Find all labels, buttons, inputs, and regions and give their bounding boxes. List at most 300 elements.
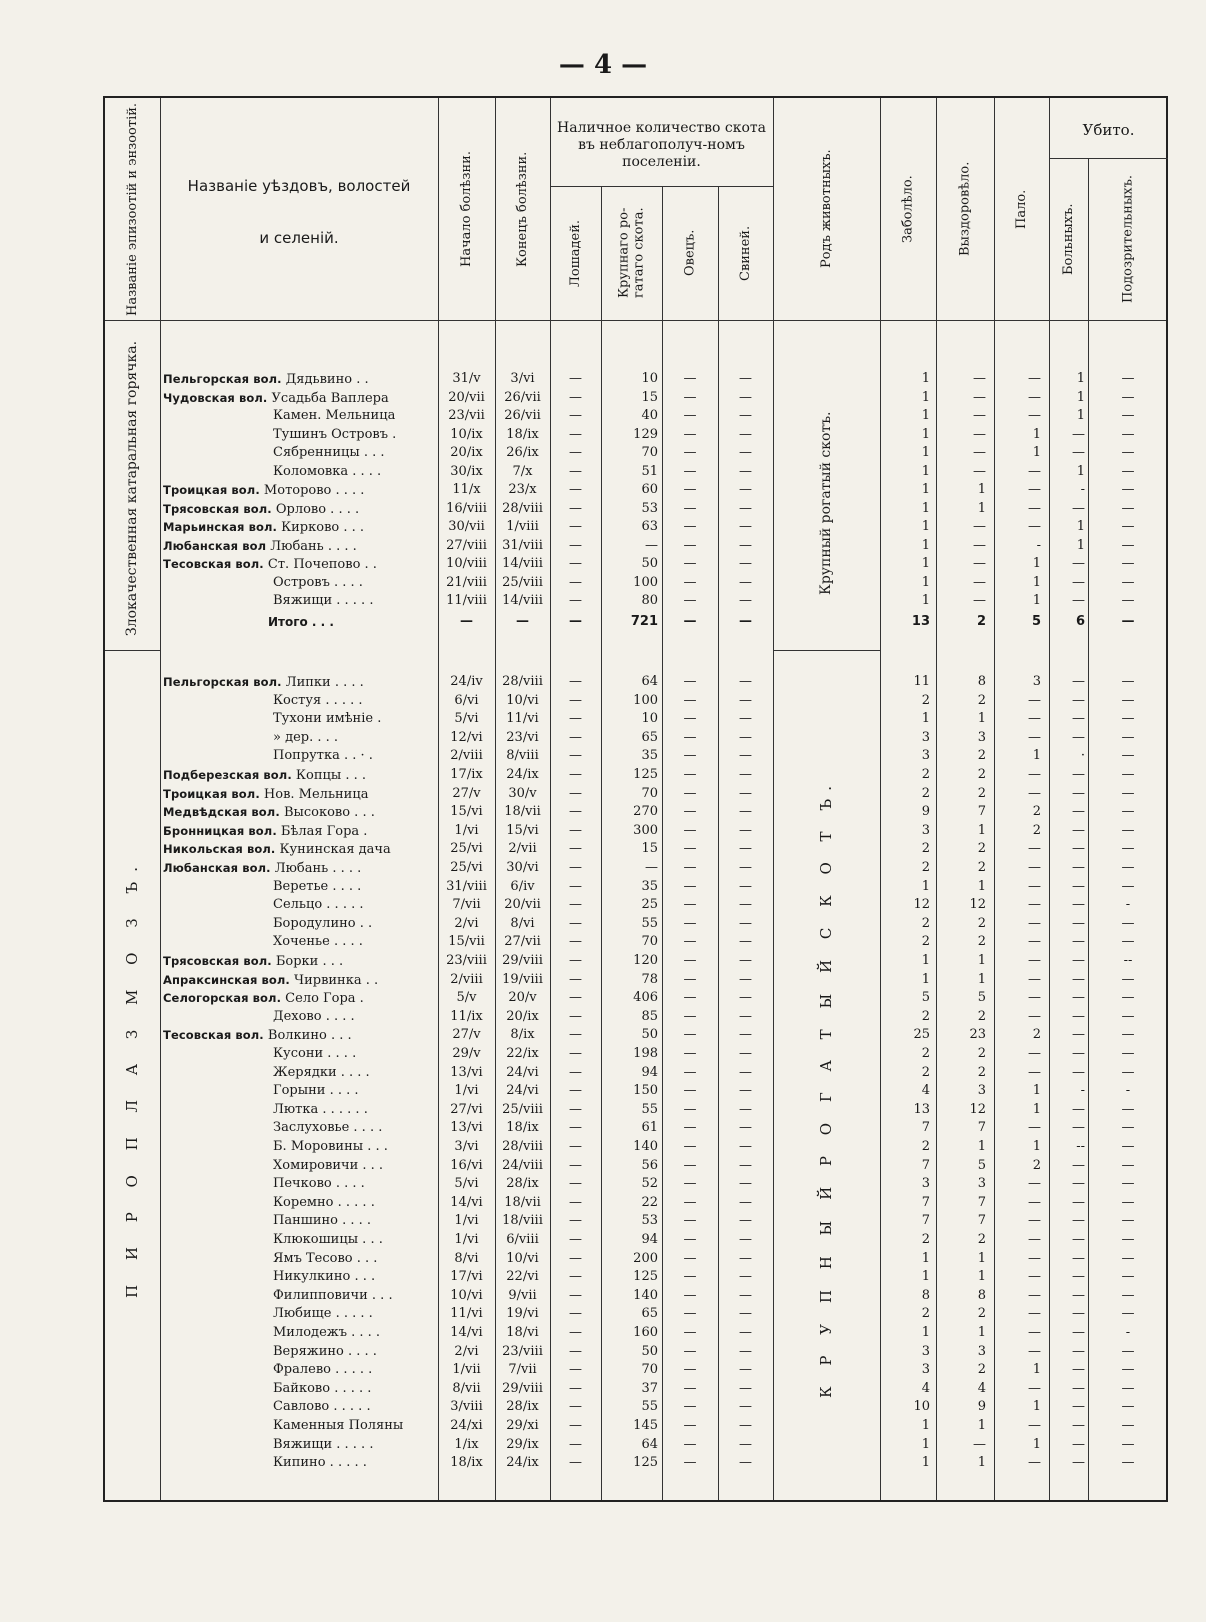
- end-date: 10/vi: [506, 1250, 539, 1266]
- pigs-count: —: [739, 389, 752, 405]
- place-name: [163, 729, 439, 747]
- pigs-count: —: [739, 785, 752, 801]
- killed-suspect-count: —: [1121, 674, 1135, 689]
- page-number: — 4 —: [558, 50, 648, 80]
- end-date: 14/viii: [502, 556, 543, 571]
- village-name: Савлово . . . . .: [273, 1399, 371, 1415]
- horses-count: —: [569, 711, 582, 727]
- cattle-count: 37: [641, 1380, 658, 1396]
- end-date: 2/vii: [508, 841, 537, 857]
- killed-suspect-count: —: [1121, 574, 1135, 590]
- village-name: Кирково . . .: [276, 520, 365, 535]
- start-date: 12/vi: [450, 729, 483, 745]
- section2-animal: К Р У П Н Ы Й Р О Г А Т Ы Й С К О Т Ъ.: [817, 778, 835, 1398]
- horses-count: —: [569, 556, 582, 571]
- fell-ill-count: 1: [921, 1269, 930, 1285]
- fell-ill-count: 1: [921, 574, 930, 590]
- cattle-count: 51: [641, 463, 658, 479]
- section1-disease: Злокачественная катаральная горячка.: [124, 340, 140, 636]
- killed-sick-count: —: [1072, 1157, 1085, 1173]
- recovered-count: 7: [977, 1194, 986, 1210]
- died-count: —: [1028, 482, 1041, 497]
- table-row: [105, 1045, 1166, 1063]
- died-count: 1: [1032, 1101, 1041, 1117]
- fell-ill-count: 2: [921, 1008, 930, 1024]
- sheep-count: —: [683, 1380, 697, 1396]
- recovered-count: 3: [977, 729, 986, 745]
- start-date: 1/vi: [454, 822, 479, 838]
- volost-name: Троицкая вол.: [163, 483, 260, 497]
- place-name: [163, 1250, 439, 1268]
- start-date: 8/vii: [452, 1380, 481, 1396]
- pigs-count: —: [739, 1046, 752, 1061]
- cattle-count: 300: [633, 822, 658, 838]
- died-count: —: [1028, 878, 1041, 894]
- died-count: 2: [1032, 1157, 1041, 1173]
- place-name: [163, 1231, 439, 1249]
- cattle-count: 55: [641, 1101, 658, 1117]
- died-count: —: [1028, 1287, 1041, 1303]
- killed-sick-count: —: [1072, 1436, 1085, 1452]
- fell-ill-count: 1: [921, 482, 930, 497]
- table-row: [105, 952, 1166, 970]
- pigs-count: —: [739, 1380, 752, 1396]
- village-name: Горыни . . . .: [273, 1083, 359, 1099]
- pigs-count: —: [739, 445, 752, 460]
- fell-ill-count: 1: [921, 1436, 930, 1452]
- start-date: 27/viii: [446, 537, 487, 553]
- recovered-count: 1: [977, 1139, 986, 1154]
- end-date: 6/viii: [506, 1232, 539, 1247]
- pigs-count: —: [739, 537, 752, 553]
- killed-sick-count: —: [1072, 674, 1085, 689]
- horses-count: —: [569, 519, 582, 534]
- place-name: [163, 859, 439, 878]
- pigs-count: —: [739, 1325, 752, 1340]
- place-name: [163, 555, 439, 574]
- volost-name: Любанская вол.: [163, 861, 271, 875]
- died-count: 1: [1032, 556, 1041, 571]
- sheep-count: —: [683, 1269, 697, 1285]
- village-name: Липки . . . .: [281, 675, 364, 690]
- start-date: 14/vi: [450, 1194, 483, 1210]
- killed-suspect-count: —: [1121, 556, 1135, 571]
- sheep-count: —: [683, 1455, 697, 1471]
- killed-sick-count: —: [1072, 692, 1085, 708]
- died-count: —: [1028, 1008, 1041, 1024]
- killed-sick-count: —: [1072, 953, 1085, 968]
- killed-suspect-count: —: [1121, 990, 1135, 1006]
- sheep-count: —: [683, 1120, 697, 1136]
- end-date: 18/vi: [506, 1325, 539, 1340]
- horses-count: —: [569, 971, 582, 987]
- end-date: 15/vi: [506, 822, 539, 838]
- end-date: 9/vii: [508, 1287, 537, 1303]
- start-date: 1/vii: [452, 1362, 481, 1378]
- died-count: —: [1028, 729, 1041, 745]
- killed-sick-count: —: [1072, 860, 1085, 875]
- horses-count: —: [569, 1027, 582, 1043]
- killed-suspect-count: —: [1121, 1399, 1135, 1415]
- start-date: 30/vii: [448, 519, 485, 534]
- fell-ill-count: 1: [921, 389, 930, 405]
- died-count: —: [1028, 1418, 1041, 1433]
- village-name: Паншино . . . .: [273, 1213, 372, 1229]
- killed-sick-count: 1: [1076, 519, 1085, 534]
- village-name: Дядьвино . .: [281, 372, 369, 387]
- total-kp: —: [1121, 614, 1135, 629]
- end-date: 24/vi: [506, 1064, 539, 1080]
- start-date: 30/ix: [450, 463, 483, 479]
- killed-sick-count: —: [1072, 445, 1085, 460]
- header-recovered: Выздоровѣло.: [957, 161, 973, 257]
- cattle-count: 100: [633, 574, 658, 590]
- fell-ill-count: 8: [921, 1287, 930, 1303]
- volost-name: Пельгорская вол.: [163, 675, 282, 689]
- section1-animal: Крупный рогатый скотъ.: [818, 411, 834, 595]
- killed-suspect-count: —: [1121, 500, 1135, 516]
- died-count: —: [1028, 463, 1041, 479]
- place-name: [163, 989, 439, 1008]
- table-row: [105, 1454, 1166, 1472]
- end-date: 8/ix: [510, 1027, 535, 1043]
- pigs-count: —: [739, 990, 752, 1006]
- table-row: [105, 389, 1166, 407]
- place-name: [163, 389, 439, 408]
- pigs-count: —: [739, 767, 752, 782]
- horses-count: —: [569, 1362, 582, 1378]
- killed-sick-count: —: [1072, 711, 1085, 727]
- killed-suspect-count: —: [1121, 519, 1135, 534]
- place-name: [163, 1045, 439, 1063]
- cattle-count: 70: [641, 934, 658, 950]
- fell-ill-count: 1: [921, 371, 930, 386]
- place-name: [163, 878, 439, 896]
- village-name: Попрутка . . · .: [273, 748, 373, 764]
- killed-suspect-count: —: [1121, 1008, 1135, 1024]
- village-name: Кипино . . . . .: [273, 1455, 367, 1471]
- died-count: -: [1036, 537, 1041, 553]
- table-row: [105, 766, 1166, 784]
- died-count: —: [1028, 711, 1041, 727]
- died-count: 1: [1032, 1362, 1041, 1378]
- volost-name: Чудовская вол.: [163, 390, 268, 405]
- header-pigs: Свиней.: [738, 225, 753, 281]
- cattle-count: 129: [633, 426, 658, 442]
- end-date: 19/vi: [506, 1306, 539, 1322]
- end-date: 24/ix: [506, 1455, 539, 1471]
- recovered-count: 7: [977, 1213, 986, 1229]
- start-date: 25/vi: [450, 841, 483, 857]
- village-name: Костуя . . . . .: [273, 692, 363, 708]
- header-place-2: и селеній.: [259, 229, 339, 247]
- pigs-count: —: [739, 1306, 752, 1322]
- end-date: 24/viii: [502, 1157, 543, 1173]
- end-date: 29/viii: [502, 953, 543, 968]
- horses-count: —: [569, 804, 582, 820]
- start-date: 13/vi: [450, 1064, 483, 1080]
- fell-ill-count: 3: [921, 1176, 930, 1192]
- table-row: [105, 1398, 1166, 1416]
- table-row: [105, 444, 1166, 462]
- village-name: Бородулино . .: [273, 915, 373, 931]
- recovered-count: 3: [977, 1343, 986, 1359]
- table-row: [105, 1436, 1166, 1454]
- place-name: [163, 1324, 439, 1342]
- killed-sick-count: —: [1072, 500, 1085, 516]
- horses-count: —: [569, 953, 582, 968]
- killed-suspect-count: —: [1121, 878, 1135, 894]
- horses-count: —: [569, 500, 582, 516]
- cattle-count: 125: [633, 1455, 658, 1471]
- recovered-count: 2: [977, 748, 986, 764]
- sheep-count: —: [683, 1325, 697, 1340]
- end-date: 14/viii: [502, 593, 543, 608]
- sheep-count: —: [683, 1157, 697, 1173]
- start-date: 27/v: [452, 1027, 481, 1043]
- recovered-count: 2: [977, 1046, 986, 1061]
- end-date: 18/ix: [506, 426, 539, 442]
- table-row: [105, 555, 1166, 573]
- killed-suspect-count: —: [1121, 426, 1135, 442]
- place-name: [163, 1398, 439, 1416]
- recovered-count: 3: [977, 1083, 986, 1099]
- start-date: 10/viii: [446, 556, 487, 571]
- recovered-count: —: [973, 593, 986, 608]
- killed-sick-count: —: [1072, 767, 1085, 782]
- killed-sick-count: —: [1072, 934, 1085, 950]
- sheep-count: —: [683, 841, 697, 857]
- end-date: 7/vii: [508, 1362, 537, 1378]
- horses-count: —: [569, 1194, 582, 1210]
- fell-ill-count: 1: [921, 1250, 930, 1266]
- recovered-count: —: [973, 519, 986, 534]
- pigs-count: —: [739, 1083, 752, 1099]
- sheep-count: —: [683, 408, 697, 423]
- killed-sick-count: —: [1072, 1176, 1085, 1192]
- killed-sick-count: —: [1072, 1232, 1085, 1247]
- killed-suspect-count: -: [1125, 897, 1131, 913]
- volost-name: Трясовская вол.: [163, 501, 272, 516]
- recovered-count: 8: [977, 1287, 986, 1303]
- start-date: 23/viii: [446, 953, 487, 968]
- header-killed-group: Убито.: [1082, 121, 1135, 139]
- table-row: [105, 729, 1166, 747]
- cattle-count: 63: [641, 519, 658, 534]
- cattle-count: 70: [641, 445, 658, 460]
- pigs-count: —: [739, 729, 752, 745]
- pigs-count: —: [739, 1250, 752, 1266]
- epizootic-table: [103, 96, 1168, 1502]
- killed-suspect-count: --: [1123, 953, 1133, 968]
- village-name: Лютка . . . . . .: [273, 1101, 368, 1117]
- died-count: 3: [1032, 674, 1041, 689]
- fell-ill-count: 2: [921, 692, 930, 708]
- killed-sick-count: —: [1072, 1120, 1085, 1136]
- sheep-count: —: [683, 990, 697, 1006]
- volost-name: Тесовская вол.: [163, 1028, 264, 1043]
- recovered-count: 3: [977, 1176, 986, 1192]
- cattle-count: 160: [633, 1325, 658, 1340]
- killed-sick-count: —: [1072, 1418, 1085, 1433]
- start-date: 15/vii: [448, 934, 485, 950]
- died-count: —: [1028, 408, 1041, 423]
- recovered-count: 2: [977, 1064, 986, 1080]
- horses-count: —: [569, 1399, 582, 1415]
- recovered-count: 2: [977, 934, 986, 950]
- header-bottom-line: [105, 320, 1166, 321]
- killed-sick-count: —: [1072, 574, 1085, 590]
- fell-ill-count: 1: [921, 408, 930, 423]
- recovered-count: 2: [977, 915, 986, 931]
- start-date: 2/viii: [450, 971, 483, 987]
- village-name: Дехово . . . .: [273, 1008, 355, 1024]
- sheep-count: —: [683, 519, 697, 534]
- fell-ill-count: 1: [921, 1325, 930, 1340]
- died-count: 2: [1032, 804, 1041, 820]
- table-row: [105, 1008, 1166, 1026]
- cattle-count: 200: [633, 1250, 658, 1266]
- end-date: 23/vi: [506, 729, 539, 745]
- start-date: 20/ix: [450, 445, 483, 460]
- sheep-count: —: [683, 1046, 697, 1061]
- fell-ill-count: 3: [921, 822, 930, 838]
- total-horses: —: [569, 614, 582, 629]
- table-row: [105, 915, 1166, 933]
- horses-count: —: [569, 1083, 582, 1099]
- start-date: 13/vi: [450, 1120, 483, 1136]
- place-name: [163, 1008, 439, 1026]
- died-count: —: [1028, 371, 1041, 386]
- fell-ill-count: 1: [921, 556, 930, 571]
- killed-suspect-count: —: [1121, 748, 1135, 764]
- end-date: 22/vi: [506, 1269, 539, 1285]
- table-row: [105, 933, 1166, 951]
- start-date: 8/vi: [454, 1250, 479, 1266]
- cattle-count: 85: [641, 1008, 658, 1024]
- cattle-count: 80: [641, 593, 658, 608]
- recovered-count: —: [973, 556, 986, 571]
- start-date: 21/viii: [446, 574, 487, 590]
- cattle-count: 78: [641, 971, 658, 987]
- header-horses: Лошадей.: [568, 219, 583, 287]
- end-date: 31/viii: [502, 537, 543, 553]
- sheep-count: —: [683, 574, 697, 590]
- table-row: [105, 1064, 1166, 1082]
- killed-suspect-count: —: [1121, 408, 1135, 423]
- killed-suspect-count: —: [1121, 463, 1135, 479]
- start-date: 1/vi: [454, 1213, 479, 1229]
- place-name: [163, 370, 439, 389]
- recovered-count: —: [973, 445, 986, 460]
- killed-suspect-count: —: [1121, 1436, 1135, 1452]
- sheep-count: —: [683, 500, 697, 516]
- cattle-count: 140: [633, 1139, 658, 1154]
- volost-name: Любанская вол: [163, 538, 267, 553]
- recovered-count: 1: [977, 953, 986, 968]
- pigs-count: —: [739, 1399, 752, 1415]
- horses-count: —: [569, 1157, 582, 1173]
- cattle-count: 120: [633, 953, 658, 968]
- place-name: [163, 1026, 439, 1045]
- cattle-count: 94: [641, 1232, 658, 1247]
- horses-count: —: [569, 426, 582, 442]
- killed-suspect-count: —: [1121, 1232, 1135, 1247]
- recovered-count: —: [973, 371, 986, 386]
- start-date: 2/vi: [454, 1343, 479, 1359]
- sheep-count: —: [683, 804, 697, 820]
- killed-sick-count: —: [1072, 1306, 1085, 1322]
- killed-suspect-count: —: [1121, 692, 1135, 708]
- pigs-count: —: [739, 748, 752, 764]
- end-date: 11/vi: [506, 711, 539, 727]
- died-count: —: [1028, 1064, 1041, 1080]
- table-row: [105, 1194, 1166, 1212]
- end-date: 10/vi: [506, 692, 539, 708]
- fell-ill-count: 1: [921, 593, 930, 608]
- start-date: 31/viii: [446, 878, 487, 894]
- died-count: —: [1028, 1232, 1041, 1247]
- fell-ill-count: 9: [921, 804, 930, 820]
- sheep-count: —: [683, 934, 697, 950]
- recovered-count: 1: [977, 1455, 986, 1471]
- total-ill: 13: [911, 614, 930, 629]
- end-date: 26/vii: [504, 389, 541, 405]
- table-row: [105, 1417, 1166, 1435]
- total-rec: 2: [976, 614, 986, 629]
- header-killed-sick: Больныхъ.: [1061, 203, 1076, 275]
- pigs-count: —: [739, 1064, 752, 1080]
- sheep-count: —: [683, 1232, 697, 1247]
- cattle-count: 70: [641, 785, 658, 801]
- start-date: 11/viii: [446, 593, 487, 608]
- start-date: 3/vi: [454, 1139, 479, 1154]
- sheep-count: —: [683, 785, 697, 801]
- cattle-count: 15: [641, 389, 658, 405]
- village-name: Село Гора .: [281, 991, 364, 1007]
- fell-ill-count: 1: [921, 445, 930, 460]
- total-start: —: [460, 614, 473, 629]
- killed-sick-count: -: [1080, 482, 1085, 497]
- end-date: 8/viii: [506, 748, 539, 764]
- end-date: 23/viii: [502, 1343, 543, 1359]
- died-count: 1: [1032, 1436, 1041, 1452]
- total-row: [105, 613, 1166, 631]
- cattle-count: 61: [641, 1120, 658, 1136]
- died-count: —: [1028, 953, 1041, 968]
- killed-sick-count: —: [1072, 556, 1085, 571]
- died-count: —: [1028, 915, 1041, 931]
- header-died: Пало.: [1014, 189, 1029, 229]
- died-count: —: [1028, 971, 1041, 987]
- killed-suspect-count: —: [1121, 1269, 1135, 1285]
- cattle-count: 10: [641, 371, 658, 386]
- table-row: [105, 1026, 1166, 1044]
- pigs-count: —: [739, 371, 752, 386]
- pigs-count: —: [739, 1455, 752, 1471]
- end-date: 20/ix: [506, 1008, 539, 1024]
- killed-sick-count: —: [1072, 785, 1085, 801]
- recovered-count: 1: [977, 482, 986, 497]
- end-date: 26/vii: [504, 408, 541, 423]
- killed-suspect-count: —: [1121, 711, 1135, 727]
- end-date: 26/ix: [506, 445, 539, 460]
- village-name: Любань . . . .: [266, 538, 357, 554]
- table-row: [105, 822, 1166, 840]
- horses-count: —: [569, 408, 582, 423]
- sheep-count: —: [683, 426, 697, 442]
- recovered-count: 1: [977, 1250, 986, 1266]
